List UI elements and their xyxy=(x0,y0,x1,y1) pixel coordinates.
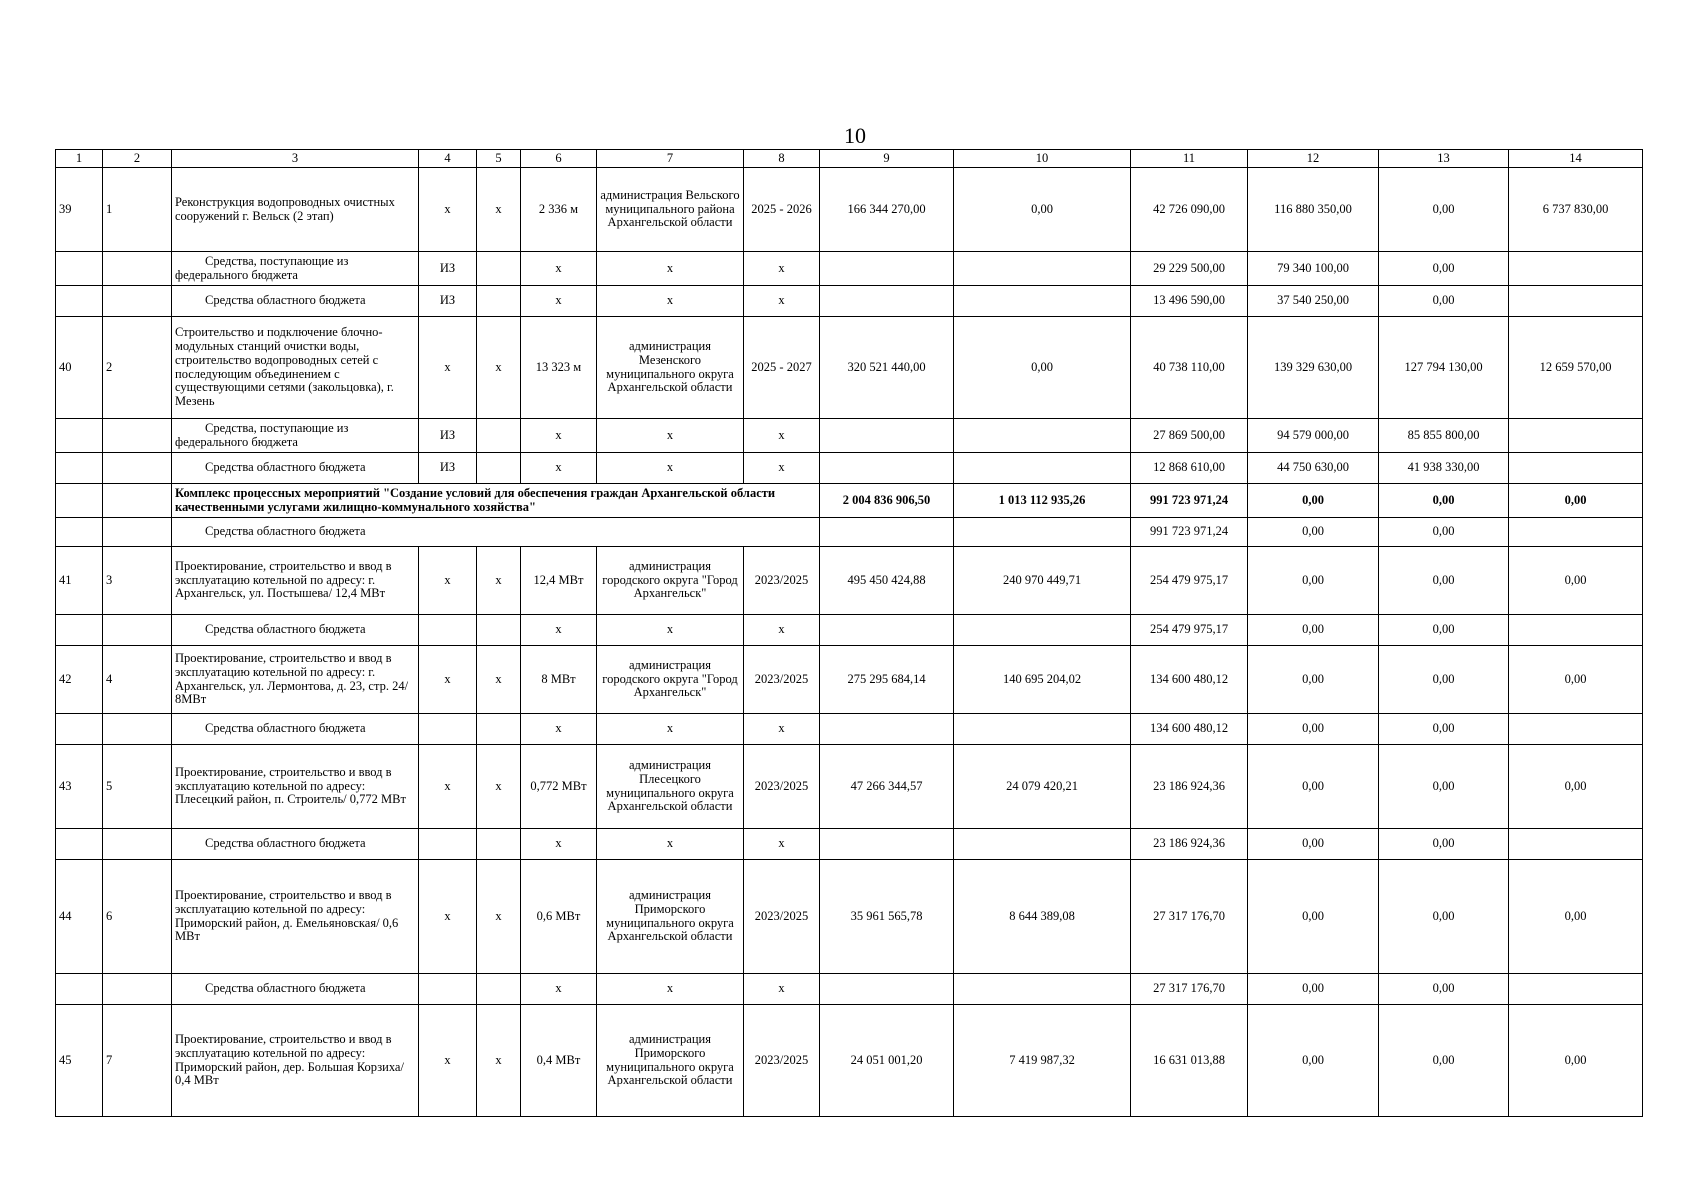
amount-col-13: 0,00 xyxy=(1379,547,1509,615)
period: 2023/2025 xyxy=(744,547,820,615)
row-number: 43 xyxy=(56,745,103,829)
amount-col-12: 37 540 250,00 xyxy=(1248,286,1379,317)
amount-col-10: 7 419 987,32 xyxy=(954,1005,1131,1117)
capacity: x xyxy=(521,286,597,317)
period: 2023/2025 xyxy=(744,1005,820,1117)
period: x xyxy=(744,286,820,317)
row-number: 45 xyxy=(56,1005,103,1117)
cell-col-4: x xyxy=(419,547,477,615)
page-number: 10 xyxy=(844,123,866,148)
amount-col-11: 40 738 110,00 xyxy=(1131,317,1248,419)
table-row-41 xyxy=(56,547,1643,615)
table-row-42-regional xyxy=(56,714,1643,745)
amount-col-14: 0,00 xyxy=(1509,484,1643,518)
cell-col-5: x xyxy=(477,547,521,615)
total-cost: 2 004 836 906,50 xyxy=(820,484,954,518)
item-number: 3 xyxy=(103,547,172,615)
capacity: x xyxy=(521,615,597,646)
period: 2025 - 2027 xyxy=(744,317,820,419)
responsible-party: администрация городского округа "Город Архангельск" xyxy=(597,646,744,714)
cell-col-5: x xyxy=(477,860,521,974)
capacity: 13 323 м xyxy=(521,317,597,419)
amount-col-11: 27 869 500,00 xyxy=(1131,419,1248,453)
capacity: x xyxy=(521,453,597,484)
responsible-party: x xyxy=(597,419,744,453)
column-number: 14 xyxy=(1509,150,1643,168)
cell-col-4: x xyxy=(419,168,477,252)
period: 2023/2025 xyxy=(744,860,820,974)
table-row-41-regional xyxy=(56,615,1643,646)
amount-col-14: 0,00 xyxy=(1509,745,1643,829)
column-number: 1 xyxy=(56,150,103,168)
total-cost: 47 266 344,57 xyxy=(820,745,954,829)
responsible-party: x xyxy=(597,974,744,1005)
row-number: 42 xyxy=(56,646,103,714)
responsible-party: администрация Плесецкого муниципального округа Архангельской области xyxy=(597,745,744,829)
table-row-complex-total xyxy=(56,484,1643,518)
cell-col-5: x xyxy=(477,317,521,419)
cell-col-4: x xyxy=(419,646,477,714)
amount-col-14: 0,00 xyxy=(1509,1005,1643,1117)
project-name: Проектирование, строительство и ввод в эксплуатацию котельной по адресу: Приморский район, дер. Большая Корзиха/ 0,4 МВт xyxy=(172,1005,419,1117)
cell-col-4: ИЗ xyxy=(419,419,477,453)
table-row-44-regional xyxy=(56,974,1643,1005)
period: x xyxy=(744,974,820,1005)
total-cost: 24 051 001,20 xyxy=(820,1005,954,1117)
amount-col-13: 0,00 xyxy=(1379,745,1509,829)
item-number: 2 xyxy=(103,317,172,419)
amount-col-13: 41 938 330,00 xyxy=(1379,453,1509,484)
column-number: 10 xyxy=(954,150,1131,168)
total-cost: 35 961 565,78 xyxy=(820,860,954,974)
funding-source: Средства областного бюджета xyxy=(172,714,419,745)
amount-col-11: 991 723 971,24 xyxy=(1131,484,1248,518)
amount-col-11: 23 186 924,36 xyxy=(1131,745,1248,829)
period: 2025 - 2026 xyxy=(744,168,820,252)
funding-source: Средства, поступающие из федерального бюджета xyxy=(172,419,419,453)
amount-col-13: 0,00 xyxy=(1379,615,1509,646)
responsible-party: администрация Вельского муниципального района Архангельской области xyxy=(597,168,744,252)
responsible-party: x xyxy=(597,286,744,317)
amount-col-14: 6 737 830,00 xyxy=(1509,168,1643,252)
responsible-party: x xyxy=(597,615,744,646)
responsible-party: x xyxy=(597,714,744,745)
cell-col-5: x xyxy=(477,1005,521,1117)
amount-col-12: 116 880 350,00 xyxy=(1248,168,1379,252)
capacity: x xyxy=(521,714,597,745)
funding-source: Средства областного бюджета xyxy=(172,453,419,484)
table-row-45 xyxy=(56,1005,1643,1117)
row-number: 39 xyxy=(56,168,103,252)
amount-col-12: 0,00 xyxy=(1248,484,1379,518)
cell-col-4: x xyxy=(419,1005,477,1117)
column-number: 6 xyxy=(521,150,597,168)
amount-col-14: 0,00 xyxy=(1509,547,1643,615)
total-cost: 166 344 270,00 xyxy=(820,168,954,252)
amount-col-12: 0,00 xyxy=(1248,829,1379,860)
amount-col-11: 254 479 975,17 xyxy=(1131,615,1248,646)
column-number: 5 xyxy=(477,150,521,168)
period: x xyxy=(744,453,820,484)
total-cost: 320 521 440,00 xyxy=(820,317,954,419)
amount-col-13: 0,00 xyxy=(1379,168,1509,252)
period: x xyxy=(744,252,820,286)
table-row-43-regional xyxy=(56,829,1643,860)
amount-col-11: 12 868 610,00 xyxy=(1131,453,1248,484)
amount-col-11: 991 723 971,24 xyxy=(1131,518,1248,547)
period: 2023/2025 xyxy=(744,646,820,714)
complex-title: Комплекс процессных мероприятий "Создание условий для обеспечения граждан Архангельской области качественными услугами жилищно-коммунального хозяйства" xyxy=(172,484,820,518)
responsible-party: x xyxy=(597,829,744,860)
period: x xyxy=(744,714,820,745)
cell-col-5: x xyxy=(477,646,521,714)
capacity: x xyxy=(521,419,597,453)
cell-col-5: x xyxy=(477,745,521,829)
period: x xyxy=(744,615,820,646)
period: 2023/2025 xyxy=(744,745,820,829)
cell-col-4: x xyxy=(419,317,477,419)
amount-col-13: 0,00 xyxy=(1379,286,1509,317)
funding-source: Средства областного бюджета xyxy=(172,829,419,860)
amount-col-10: 0,00 xyxy=(954,168,1131,252)
capacity: x xyxy=(521,252,597,286)
funding-source: Средства, поступающие из федерального бюджета xyxy=(172,252,419,286)
column-number: 12 xyxy=(1248,150,1379,168)
project-name: Реконструкция водопроводных очистных сооружений г. Вельск (2 этап) xyxy=(172,168,419,252)
cell-col-4: x xyxy=(419,745,477,829)
amount-col-10: 1 013 112 935,26 xyxy=(954,484,1131,518)
amount-col-11: 254 479 975,17 xyxy=(1131,547,1248,615)
amount-col-12: 0,00 xyxy=(1248,860,1379,974)
amount-col-13: 0,00 xyxy=(1379,714,1509,745)
amount-col-12: 0,00 xyxy=(1248,547,1379,615)
capacity: 2 336 м xyxy=(521,168,597,252)
table-row-44 xyxy=(56,860,1643,974)
amount-col-10: 240 970 449,71 xyxy=(954,547,1131,615)
column-number-row xyxy=(56,150,1643,168)
amount-col-12: 0,00 xyxy=(1248,615,1379,646)
responsible-party: администрация Мезенского муниципального округа Архангельской области xyxy=(597,317,744,419)
amount-col-11: 23 186 924,36 xyxy=(1131,829,1248,860)
row-number: 40 xyxy=(56,317,103,419)
capacity: 0,4 МВт xyxy=(521,1005,597,1117)
column-number: 4 xyxy=(419,150,477,168)
funding-source: Средства областного бюджета xyxy=(172,974,419,1005)
responsible-party: x xyxy=(597,252,744,286)
item-number: 7 xyxy=(103,1005,172,1117)
table-row-40-federal xyxy=(56,419,1643,453)
amount-col-10: 140 695 204,02 xyxy=(954,646,1131,714)
column-number: 8 xyxy=(744,150,820,168)
amount-col-13: 0,00 xyxy=(1379,974,1509,1005)
project-name: Проектирование, строительство и ввод в эксплуатацию котельной по адресу: г. Архангельск, ул. Лермонтова, д. 23, стр. 24/ 8МВт xyxy=(172,646,419,714)
responsible-party: администрация городского округа "Город Архангельск" xyxy=(597,547,744,615)
column-number: 3 xyxy=(172,150,419,168)
amount-col-12: 0,00 xyxy=(1248,714,1379,745)
amount-col-14: 0,00 xyxy=(1509,860,1643,974)
budget-table xyxy=(55,149,1643,1117)
table-row-42 xyxy=(56,646,1643,714)
funding-source: Средства областного бюджета xyxy=(172,518,820,547)
amount-col-13: 0,00 xyxy=(1379,484,1509,518)
capacity: 12,4 МВт xyxy=(521,547,597,615)
amount-col-14: 12 659 570,00 xyxy=(1509,317,1643,419)
capacity: x xyxy=(521,974,597,1005)
project-name: Строительство и подключение блочно-модульных станций очистки воды, строительство водопроводных сетей с последующим объединением с существующими сетями (закольцовка), г. Мезень xyxy=(172,317,419,419)
item-number: 1 xyxy=(103,168,172,252)
cell-col-4: ИЗ xyxy=(419,453,477,484)
amount-col-12: 94 579 000,00 xyxy=(1248,419,1379,453)
item-number: 5 xyxy=(103,745,172,829)
project-name: Проектирование, строительство и ввод в эксплуатацию котельной по адресу: г. Архангельск, ул. Постышева/ 12,4 МВт xyxy=(172,547,419,615)
amount-col-12: 0,00 xyxy=(1248,745,1379,829)
responsible-party: администрация Приморского муниципального округа Архангельской области xyxy=(597,860,744,974)
amount-col-11: 29 229 500,00 xyxy=(1131,252,1248,286)
amount-col-11: 134 600 480,12 xyxy=(1131,714,1248,745)
column-number: 7 xyxy=(597,150,744,168)
amount-col-11: 134 600 480,12 xyxy=(1131,646,1248,714)
funding-source: Средства областного бюджета xyxy=(172,286,419,317)
cell-col-4: ИЗ xyxy=(419,286,477,317)
amount-col-13: 85 855 800,00 xyxy=(1379,419,1509,453)
table-row-43 xyxy=(56,745,1643,829)
table-row-40 xyxy=(56,317,1643,419)
total-cost: 275 295 684,14 xyxy=(820,646,954,714)
amount-col-13: 0,00 xyxy=(1379,860,1509,974)
item-number: 6 xyxy=(103,860,172,974)
table-row-39 xyxy=(56,168,1643,252)
amount-col-10: 8 644 389,08 xyxy=(954,860,1131,974)
table-row-40-regional xyxy=(56,453,1643,484)
responsible-party: администрация Приморского муниципального округа Архангельской области xyxy=(597,1005,744,1117)
cell-col-4: x xyxy=(419,860,477,974)
row-number: 44 xyxy=(56,860,103,974)
amount-col-12: 0,00 xyxy=(1248,518,1379,547)
amount-col-13: 0,00 xyxy=(1379,518,1509,547)
amount-col-10: 24 079 420,21 xyxy=(954,745,1131,829)
column-number: 2 xyxy=(103,150,172,168)
period: x xyxy=(744,419,820,453)
capacity: 0,6 МВт xyxy=(521,860,597,974)
amount-col-12: 44 750 630,00 xyxy=(1248,453,1379,484)
amount-col-12: 0,00 xyxy=(1248,1005,1379,1117)
cell-col-4: ИЗ xyxy=(419,252,477,286)
capacity: 8 МВт xyxy=(521,646,597,714)
column-number: 11 xyxy=(1131,150,1248,168)
amount-col-11: 27 317 176,70 xyxy=(1131,974,1248,1005)
amount-col-12: 0,00 xyxy=(1248,646,1379,714)
period: x xyxy=(744,829,820,860)
project-name: Проектирование, строительство и ввод в эксплуатацию котельной по адресу: Приморский район, д. Емельяновская/ 0,6 МВт xyxy=(172,860,419,974)
table-row-39-federal xyxy=(56,252,1643,286)
funding-source: Средства областного бюджета xyxy=(172,615,419,646)
item-number: 4 xyxy=(103,646,172,714)
row-number: 41 xyxy=(56,547,103,615)
column-number: 9 xyxy=(820,150,954,168)
amount-col-13: 0,00 xyxy=(1379,1005,1509,1117)
amount-col-11: 13 496 590,00 xyxy=(1131,286,1248,317)
column-number: 13 xyxy=(1379,150,1509,168)
amount-col-13: 0,00 xyxy=(1379,829,1509,860)
responsible-party: x xyxy=(597,453,744,484)
amount-col-11: 27 317 176,70 xyxy=(1131,860,1248,974)
amount-col-13: 0,00 xyxy=(1379,646,1509,714)
project-name: Проектирование, строительство и ввод в эксплуатацию котельной по адресу: Плесецкий район, п. Строитель/ 0,772 МВт xyxy=(172,745,419,829)
cell-col-5: x xyxy=(477,168,521,252)
capacity: x xyxy=(521,829,597,860)
amount-col-12: 139 329 630,00 xyxy=(1248,317,1379,419)
table-row-complex-regional xyxy=(56,518,1643,547)
table-row-39-regional xyxy=(56,286,1643,317)
amount-col-13: 0,00 xyxy=(1379,252,1509,286)
capacity: 0,772 МВт xyxy=(521,745,597,829)
amount-col-13: 127 794 130,00 xyxy=(1379,317,1509,419)
total-cost: 495 450 424,88 xyxy=(820,547,954,615)
amount-col-11: 42 726 090,00 xyxy=(1131,168,1248,252)
amount-col-12: 79 340 100,00 xyxy=(1248,252,1379,286)
amount-col-14: 0,00 xyxy=(1509,646,1643,714)
amount-col-12: 0,00 xyxy=(1248,974,1379,1005)
amount-col-10: 0,00 xyxy=(954,317,1131,419)
amount-col-11: 16 631 013,88 xyxy=(1131,1005,1248,1117)
